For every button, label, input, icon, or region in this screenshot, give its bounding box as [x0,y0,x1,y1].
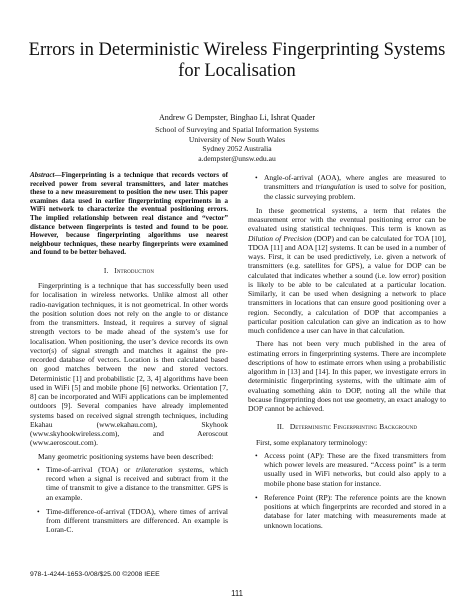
list-item-access-point: • Access point (AP): These are the fixed transmitters from which power levels are measured. “Access point” is a term usually used in WiFi networks, but could also apply to a mobile phone base station for instance. [255,450,446,488]
page-number: 111 [231,589,243,598]
section-2-number: II. [276,422,284,432]
terminology-list [248,451,446,530]
section-1-number: I. [103,265,109,275]
intro-paragraph-2: Many geometric positioning systems have been described: [38,451,214,461]
abstract-lead: Abstract [30,171,55,179]
section-1-title: Introduction [114,265,155,275]
abstract-text: —Fingerprinting is a technique that records vectors of received power from several transmitters, and later matches these to a new measurement to position the new user. This paper examines data used in earlier fingerprinting experiments in a WiFi network to characterize the eventual positioning errors. The implied relationship between real distance and “vector” distance between fingerprints is tested and found to be poor. However, because fingerprinting algorithms use nearest neighbour techniques, these nearby fingerprints were examined and found to be better behaved. [30,171,228,257]
list-item-reference-point: • Reference Point (RP): The reference points are the known positions at which fingerprints are recorded and stored in a database for later matching with measurements made at unknown locations. [255,492,446,530]
section-2-heading [248,422,446,431]
intro-paragraph-3: In these geometrical systems, a term that relates the measurement error with the eventual positioning error can be evaluated using statistical techniques. This term is known as Dilution of Precision (DOP) and can be calculated for TOA [10], TDOA [11] and AOA [12] systems. It can be used in a number of ways. First, it can be used predictively, i.e. given a network of transmitters (e.g. satellites for GPS), a value for DOP can be calculated that indicates whether a sound (i.e. low error) position is likely to be able to be calculated at a particular location. Similarly, it can be used when designing a network to place transmitters in locations that can ensure good positioning over a region. Secondly, a calculation of DOP that accompanies a particular position calculation can give an indication as to how much confidence a user can have in that calculation. [248,205,446,335]
author-block [0,113,474,163]
section-1-heading [30,266,228,275]
bullet-icon: • [255,450,258,460]
bullet-icon: • [255,492,258,502]
title-line-1: Errors in Deterministic Wireless Fingerprinting Systems [28,40,446,60]
list-item-toa: • Time-of-arrival (TOA) or trilateration systems, which record when a signal is received and subtract from it the time of transmit to give a distance to the transmitter. GPS is an example. [37,464,228,502]
title-line-2: for Localisation [178,61,296,81]
intro-paragraph-1: Fingerprinting is a technique that has successfully been used for localisation in wireless networks. Unlike almost all other radio-navigation techniques, it is not geometrical. In other words the position solution does not rely on the angle to or distance from the transmitters. Instead, it requires a survey of signal strength vectors to be made ahead of the system’s use for localisation. When positioning, the user’s device records its own vector(s) of signal strength and matches it against the pre-recorded database of vectors. Location is then calculated based on good matches between the new and stored vectors. Deterministic [1] and probabilistic [2, 3, 4] algorithms have been used in WiFi [5] and mobile phone [6] networks. Orientation [7, 8] can be incorporated and WiFi applications can be implemented outdoors [9]. Several companies have already implemented systems based on received signal strength techniques, including Ekahau (www.ekahau.com), Skyhook (www.skyhookwireless.com), and Aeroscout (www.aeroscout.com). [30,281,228,448]
geometric-systems-list-cont [248,173,446,201]
bullet-icon: • [255,173,258,182]
affiliation-line-1: School of Surveying and Spatial Information Systems [155,125,319,135]
author-names: Andrew G Dempster, Binghao Li, Ishrat Quader [158,113,316,122]
copyright-notice: 978-1-4244-1653-0/08/$25.00 ©2008 IEEE [30,571,160,578]
list-item-aoa: • Angle-of-arrival (AOA), where angles are measured to transmitters and triangulation is used to solve for position, the classic surveying problem. [255,173,446,201]
intro-paragraph-4: There has not been very much published in the area of estimating errors in fingerprinting systems. There are incomplete descriptions of how to estimate errors when using a probabilistic algorithm in [13] and [14]. In this paper, we investigate errors in deterministic fingerprinting systems, with the ultimate aim of evaluating something akin to DOP, noting all the while that because fingerprinting does not use geometry, an exact analogy to DOP cannot be achieved. [248,339,446,413]
author-email: a.dempster@unsw.edu.au [198,153,276,163]
left-column [30,171,228,540]
geometric-systems-list [30,465,228,535]
affiliation-line-3: Sydney 2052 Australia [202,144,272,154]
list-item-tdoa: • Time-difference-of-arrival (TDOA), where times of arrival from different transmitters are differenced. An example is Loran-C. [37,506,228,535]
section-2-title: Deterministic Fingerprinting Background [289,422,418,432]
paper-title [0,40,474,82]
right-column [248,171,446,535]
bullet-icon: • [37,464,40,474]
bullet-icon: • [37,506,40,516]
affiliation-line-2: University of New South Wales [188,134,286,144]
background-paragraph-1: First, some explanatory terminology: [256,437,368,447]
abstract [30,171,228,257]
